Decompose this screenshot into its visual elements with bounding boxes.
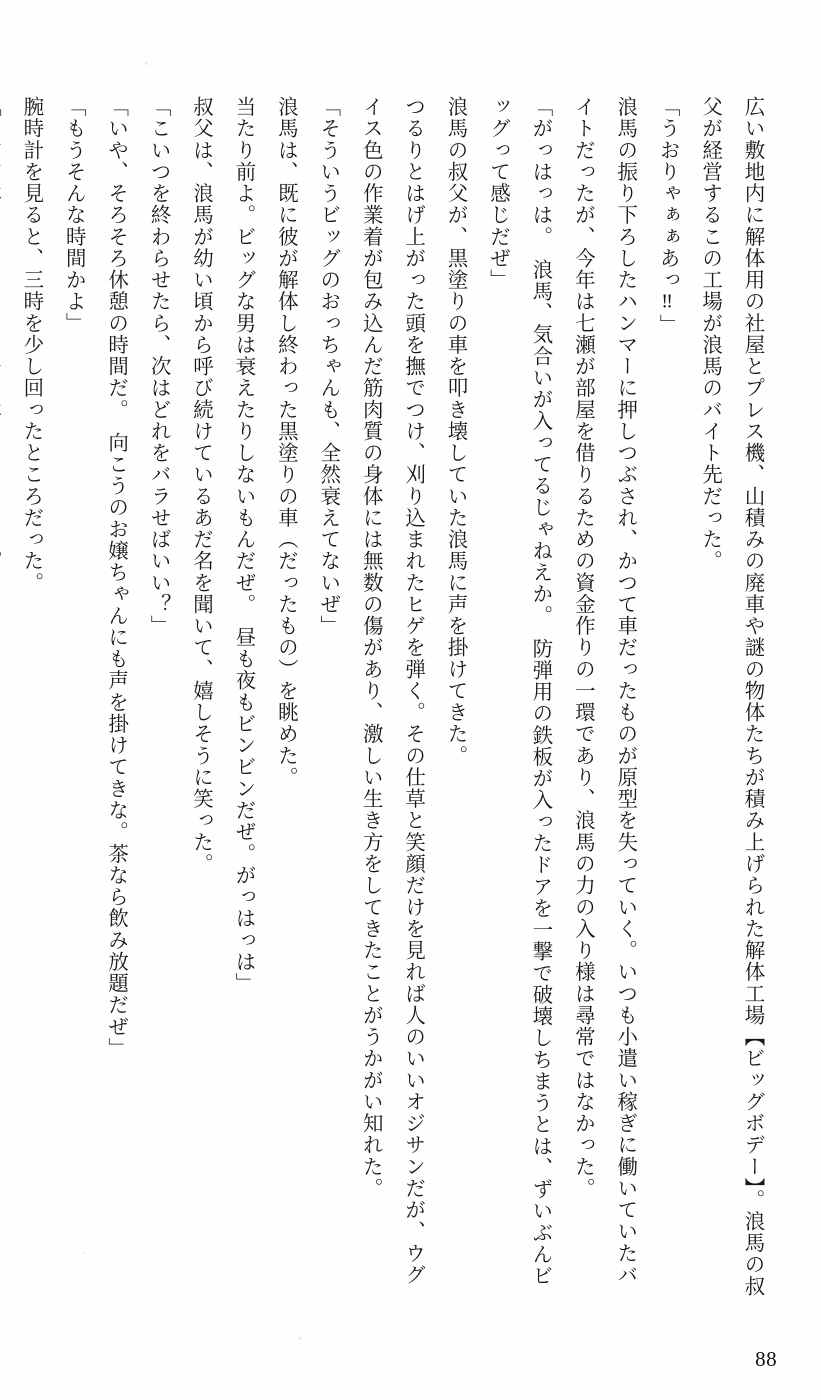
paragraph bbox=[0, 96, 9, 1306]
paragraph: 腕時計を見ると、三時を少し回ったところだった。 bbox=[19, 96, 42, 594]
paragraph: 「そういうビッグのおっちゃんも、全然衰えてないぜ」 bbox=[316, 96, 339, 637]
page-number: 88 bbox=[755, 1347, 777, 1371]
paragraph: 「がっはっは。 浪馬、気合いが入ってるじゃねえか。 防弾用の鉄板が入ったドアを一撃で破壊しちまうとは、ずいぶんビッグって感じだぜ」 bbox=[486, 96, 551, 1287]
paper-speckle bbox=[298, 1337, 301, 1340]
paragraph: 「もうそんな時間かよ」 bbox=[62, 96, 85, 334]
paper-speckle bbox=[145, 62, 148, 65]
paragraph: 当たり前よ。ビッグな男は衰えたりしないもんだぜ。 昼も夜もビンビンだぜ。がっはっは」 bbox=[231, 96, 254, 995]
paragraph: 「いや、そろそろ休憩の時間だ。 向こうのお嬢ちゃんにも声を掛けてきな。茶なら飲み放題だぜ」 bbox=[104, 96, 127, 1059]
paragraph: 浪馬は、既に彼が解体し終わった黒塗りの車（だったもの）を眺めた。 bbox=[274, 96, 297, 789]
paragraph: 広い敷地内に解体用の社屋とプレス機、山積みの廃車や謎の物体たちが積み上げられた解体工場【ビッグボデー】。浪馬の叔父が経営するこの工場が浪馬のバイト先だった。 bbox=[698, 96, 763, 1297]
paragraph: つるりとはげ上がった頭を撫でつけ、刈り込まれたヒゲを弾く。その仕草と笑顔だけを見れば人のいいオジサンだが、ウグイス色の作業着が包み込んだ筋肉質の身体には無数の傷があり、激しい生き方をしてきたことがうかがい知れた。 bbox=[359, 96, 424, 1286]
paragraph: 「うおりゃぁぁあっ‼」 bbox=[656, 96, 679, 336]
paragraph: 浪馬の振り下ろしたハンマーに押しつぶされ、かつて車だったものが原型を失っていく。いつも小遣い稼ぎに働いていたバイトだったが、今年は七瀬が部屋を借りるための資金作りの一環であり、浪馬の力の入り様は尋常ではなかった。 bbox=[571, 96, 636, 1286]
paragraph: 浪馬の叔父が、黒塗りの車を叩き壊していた浪馬に声を掛けてきた。 bbox=[444, 96, 467, 767]
body-text bbox=[19, 96, 773, 1306]
paragraph: 「こいつを終わらせたら、次はどれをバラせばいい？」 bbox=[147, 96, 170, 637]
paragraph: 叔父は、浪馬が幼い頃から呼び続けているあだ名を聞いて、嬉しそうに笑った。 bbox=[189, 96, 212, 875]
